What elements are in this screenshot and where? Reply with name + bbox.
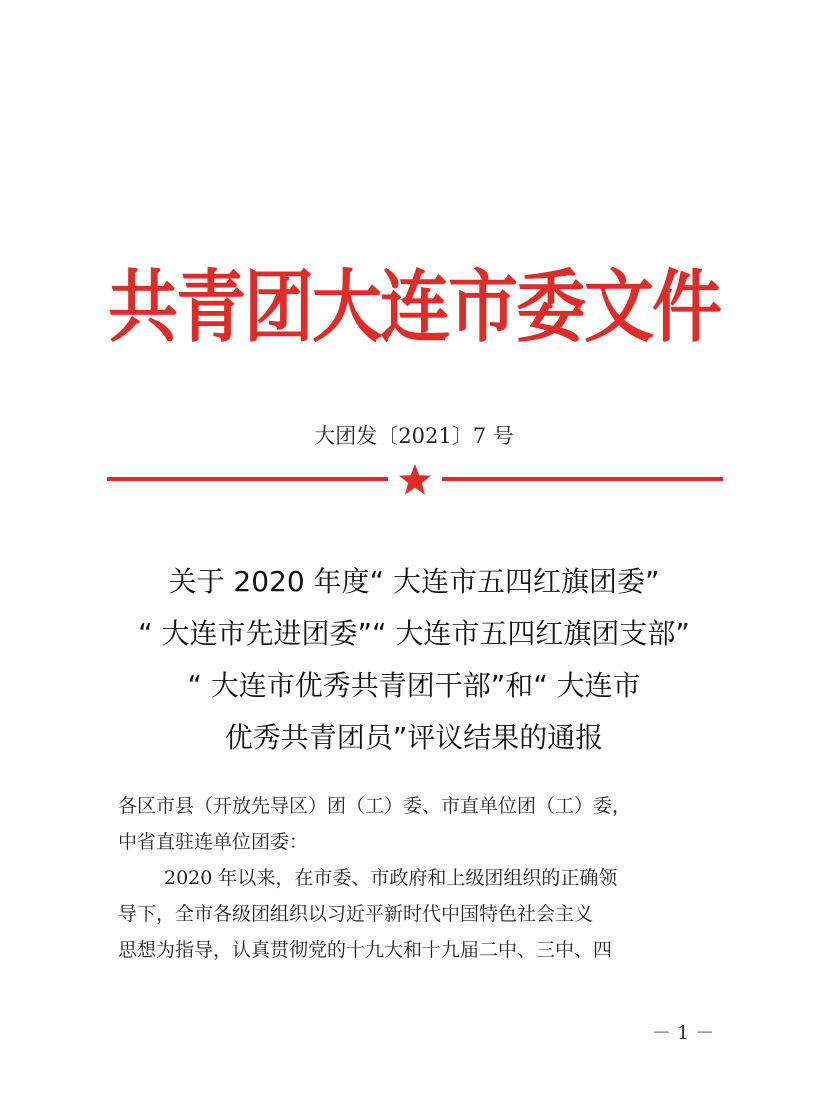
star-icon [397,462,433,498]
notice-body [118,788,718,968]
title-line: 关于 2020 年度“ 大连市五四红旗团委” [168,565,660,598]
title-line: “ 大连市优秀共青团干部”和“ 大连市 [187,669,641,702]
body-line: 2020 年以来，在市委、市政府和上级团组织的正确领 [164,867,618,889]
salutation-line: 中省直驻连单位团委： [118,831,309,853]
divider-line-right [442,477,723,481]
page-number: － 1 － [652,1022,715,1044]
salutation-line: 各区市县（开放先导区）团（工）委、市直单位团（工）委， [118,795,632,817]
title-line: 优秀共青团员”评议结果的通报 [224,721,604,754]
title-line: “ 大连市先进团委”“ 大连市五四红旗团支部” [138,617,690,650]
body-line: 导下，全市各级团组织以习近平新时代中国特色社会主义 [118,903,594,925]
body-line: 思想为指导，认真贯彻党的十九大和十九届二中、三中、四 [118,939,613,961]
masthead-title: 共青团大连市委文件 [108,261,720,353]
divider-line-left [107,477,388,481]
document-number: 大团发〔2021〕7 号 [314,424,514,448]
red-divider [107,462,723,498]
notice-title [70,556,758,764]
